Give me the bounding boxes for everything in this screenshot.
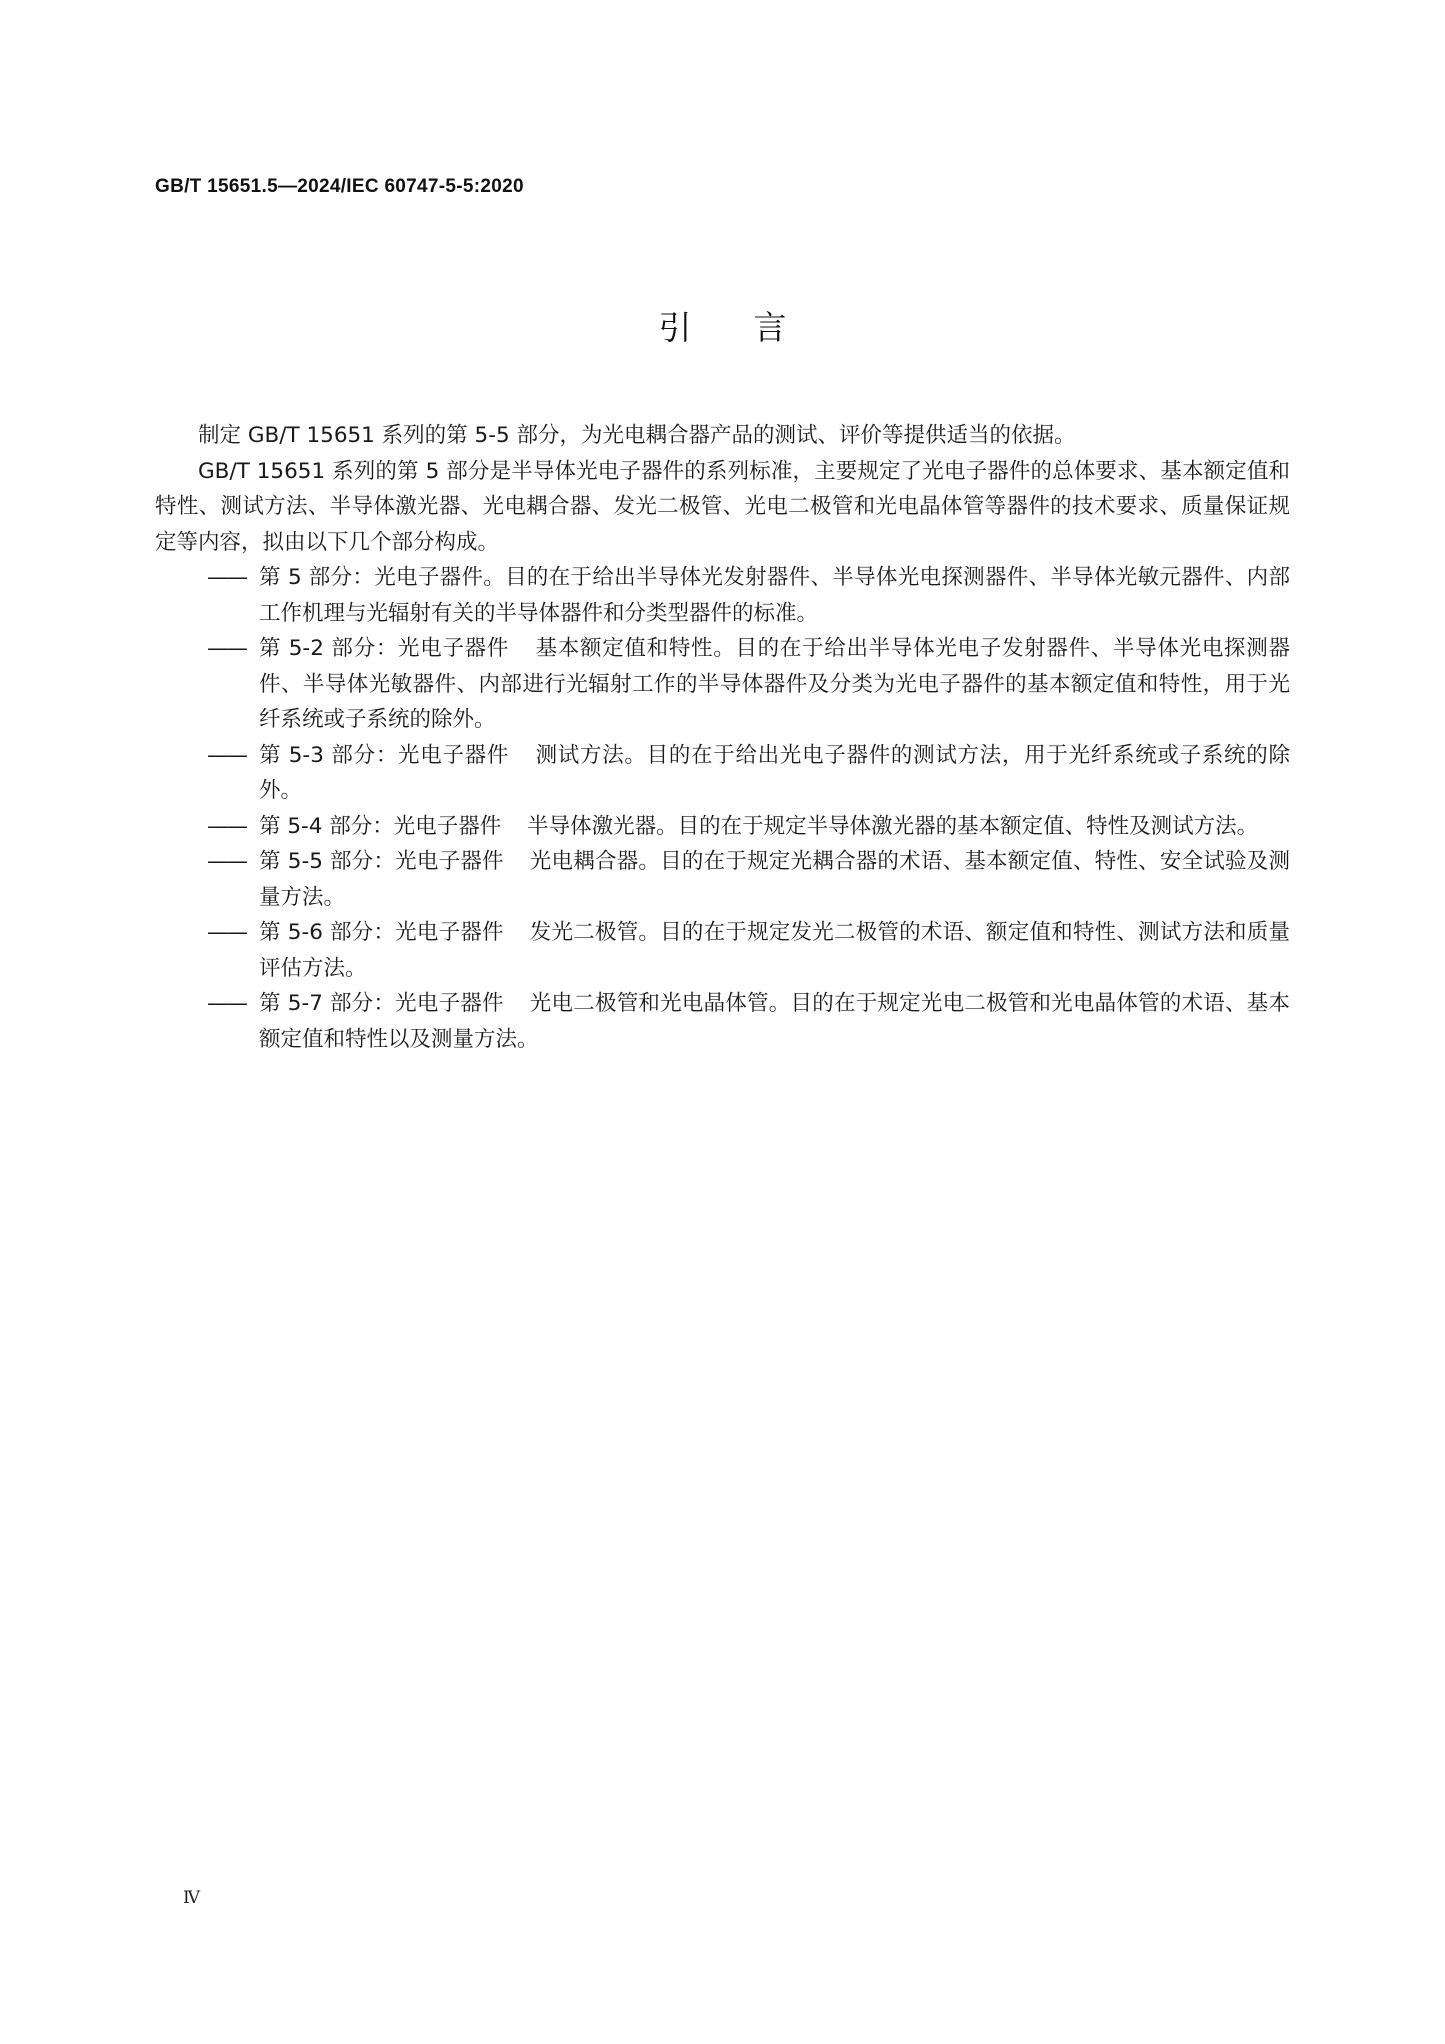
list-item (155, 844, 1290, 915)
dash-marker: —— (207, 742, 246, 768)
list-item-description: 目的在于给出半导体光电子发射器件、半导体光电探测器件、半导体光敏器件、内部进行光辐射工作的半导体器件及分类为光电子器件的基本额定值和特性，用于光纤系统或子系统的除外。 (259, 636, 1290, 732)
standard-number-header: GB/T 15651.5—2024/IEC 60747-5-5:2020 (155, 176, 524, 197)
dash-marker: —— (207, 849, 246, 874)
section-title: 引言 (658, 308, 849, 347)
list-item-description: 目的在于规定光耦合器的术语、基本额定值、特性、安全试验及测量方法。 (259, 849, 1290, 910)
list-item-part: 第 5-4 部分：光电子器件 (259, 813, 502, 839)
list-item-part: 第 5-5 部分：光电子器件 (259, 849, 504, 874)
intro-paragraph-1: 制定 GB/T 15651 系列的第 5-5 部分，为光电耦合器产品的测试、评价等提供适当的依据。 (198, 423, 1076, 448)
list-item-subject: 发光二极管。 (529, 920, 661, 945)
list-item-subject: 半导体激光器。 (527, 813, 678, 839)
list-item-description: 目的在于给出光电子器件的测试方法，用于光纤系统或子系统的除外。 (259, 742, 1290, 803)
list-item-part: 第 5 部分：光电子器件。 (259, 565, 506, 590)
list-item-description: 目的在于给出半导体光发射器件、半导体光电探测器件、半导体光敏元器件、内部工作机理与光辐射有关的半导体器件和分类型器件的标准。 (259, 565, 1290, 626)
list-item (155, 631, 1290, 738)
list-item-description: 目的在于规定半导体激光器的基本额定值、特性及测试方法。 (677, 813, 1259, 839)
list-item (155, 915, 1290, 986)
list-item-description: 目的在于规定发光二极管的术语、额定值和特性、测试方法和质量评估方法。 (259, 920, 1290, 981)
dash-marker: —— (207, 991, 246, 1016)
list-item-description: 目的在于规定光电二极管和光电晶体管的术语、基本额定值和特性以及测量方法。 (259, 991, 1290, 1052)
page-number: Ⅳ (183, 1888, 200, 1908)
dash-marker: —— (207, 813, 246, 839)
dash-marker: —— (207, 636, 246, 661)
list-item (155, 986, 1290, 1057)
list-item (155, 560, 1290, 631)
list-item-part: 第 5-7 部分：光电子器件 (259, 991, 504, 1016)
introduction-body (155, 418, 1290, 1057)
list-item-part: 第 5-3 部分：光电子器件 (259, 742, 510, 768)
list-item-subject: 基本额定值和特性。 (534, 636, 736, 661)
parts-list (155, 560, 1290, 1057)
list-item (155, 809, 1290, 845)
list-item (155, 738, 1290, 809)
intro-paragraph-2: GB/T 15651 系列的第 5 部分是半导体光电子器件的系列标准，主要规定了光电子器件的总体要求、基本额定值和特性、测试方法、半导体激光器、光电耦合器、发光二极管、光电二极管和光电晶体管等器件的技术要求、质量保证规定等内容，拟由以下几个部分构成。 (155, 458, 1290, 555)
list-item-subject: 光电二极管和光电晶体管。 (529, 991, 791, 1016)
list-item-part: 第 5-6 部分：光电子器件 (259, 920, 504, 945)
list-item-subject: 测试方法。 (534, 742, 647, 768)
list-item-part: 第 5-2 部分：光电子器件 (259, 636, 510, 661)
dash-marker: —— (207, 565, 246, 590)
list-item-subject: 光电耦合器。 (529, 849, 661, 874)
dash-marker: —— (207, 920, 246, 945)
